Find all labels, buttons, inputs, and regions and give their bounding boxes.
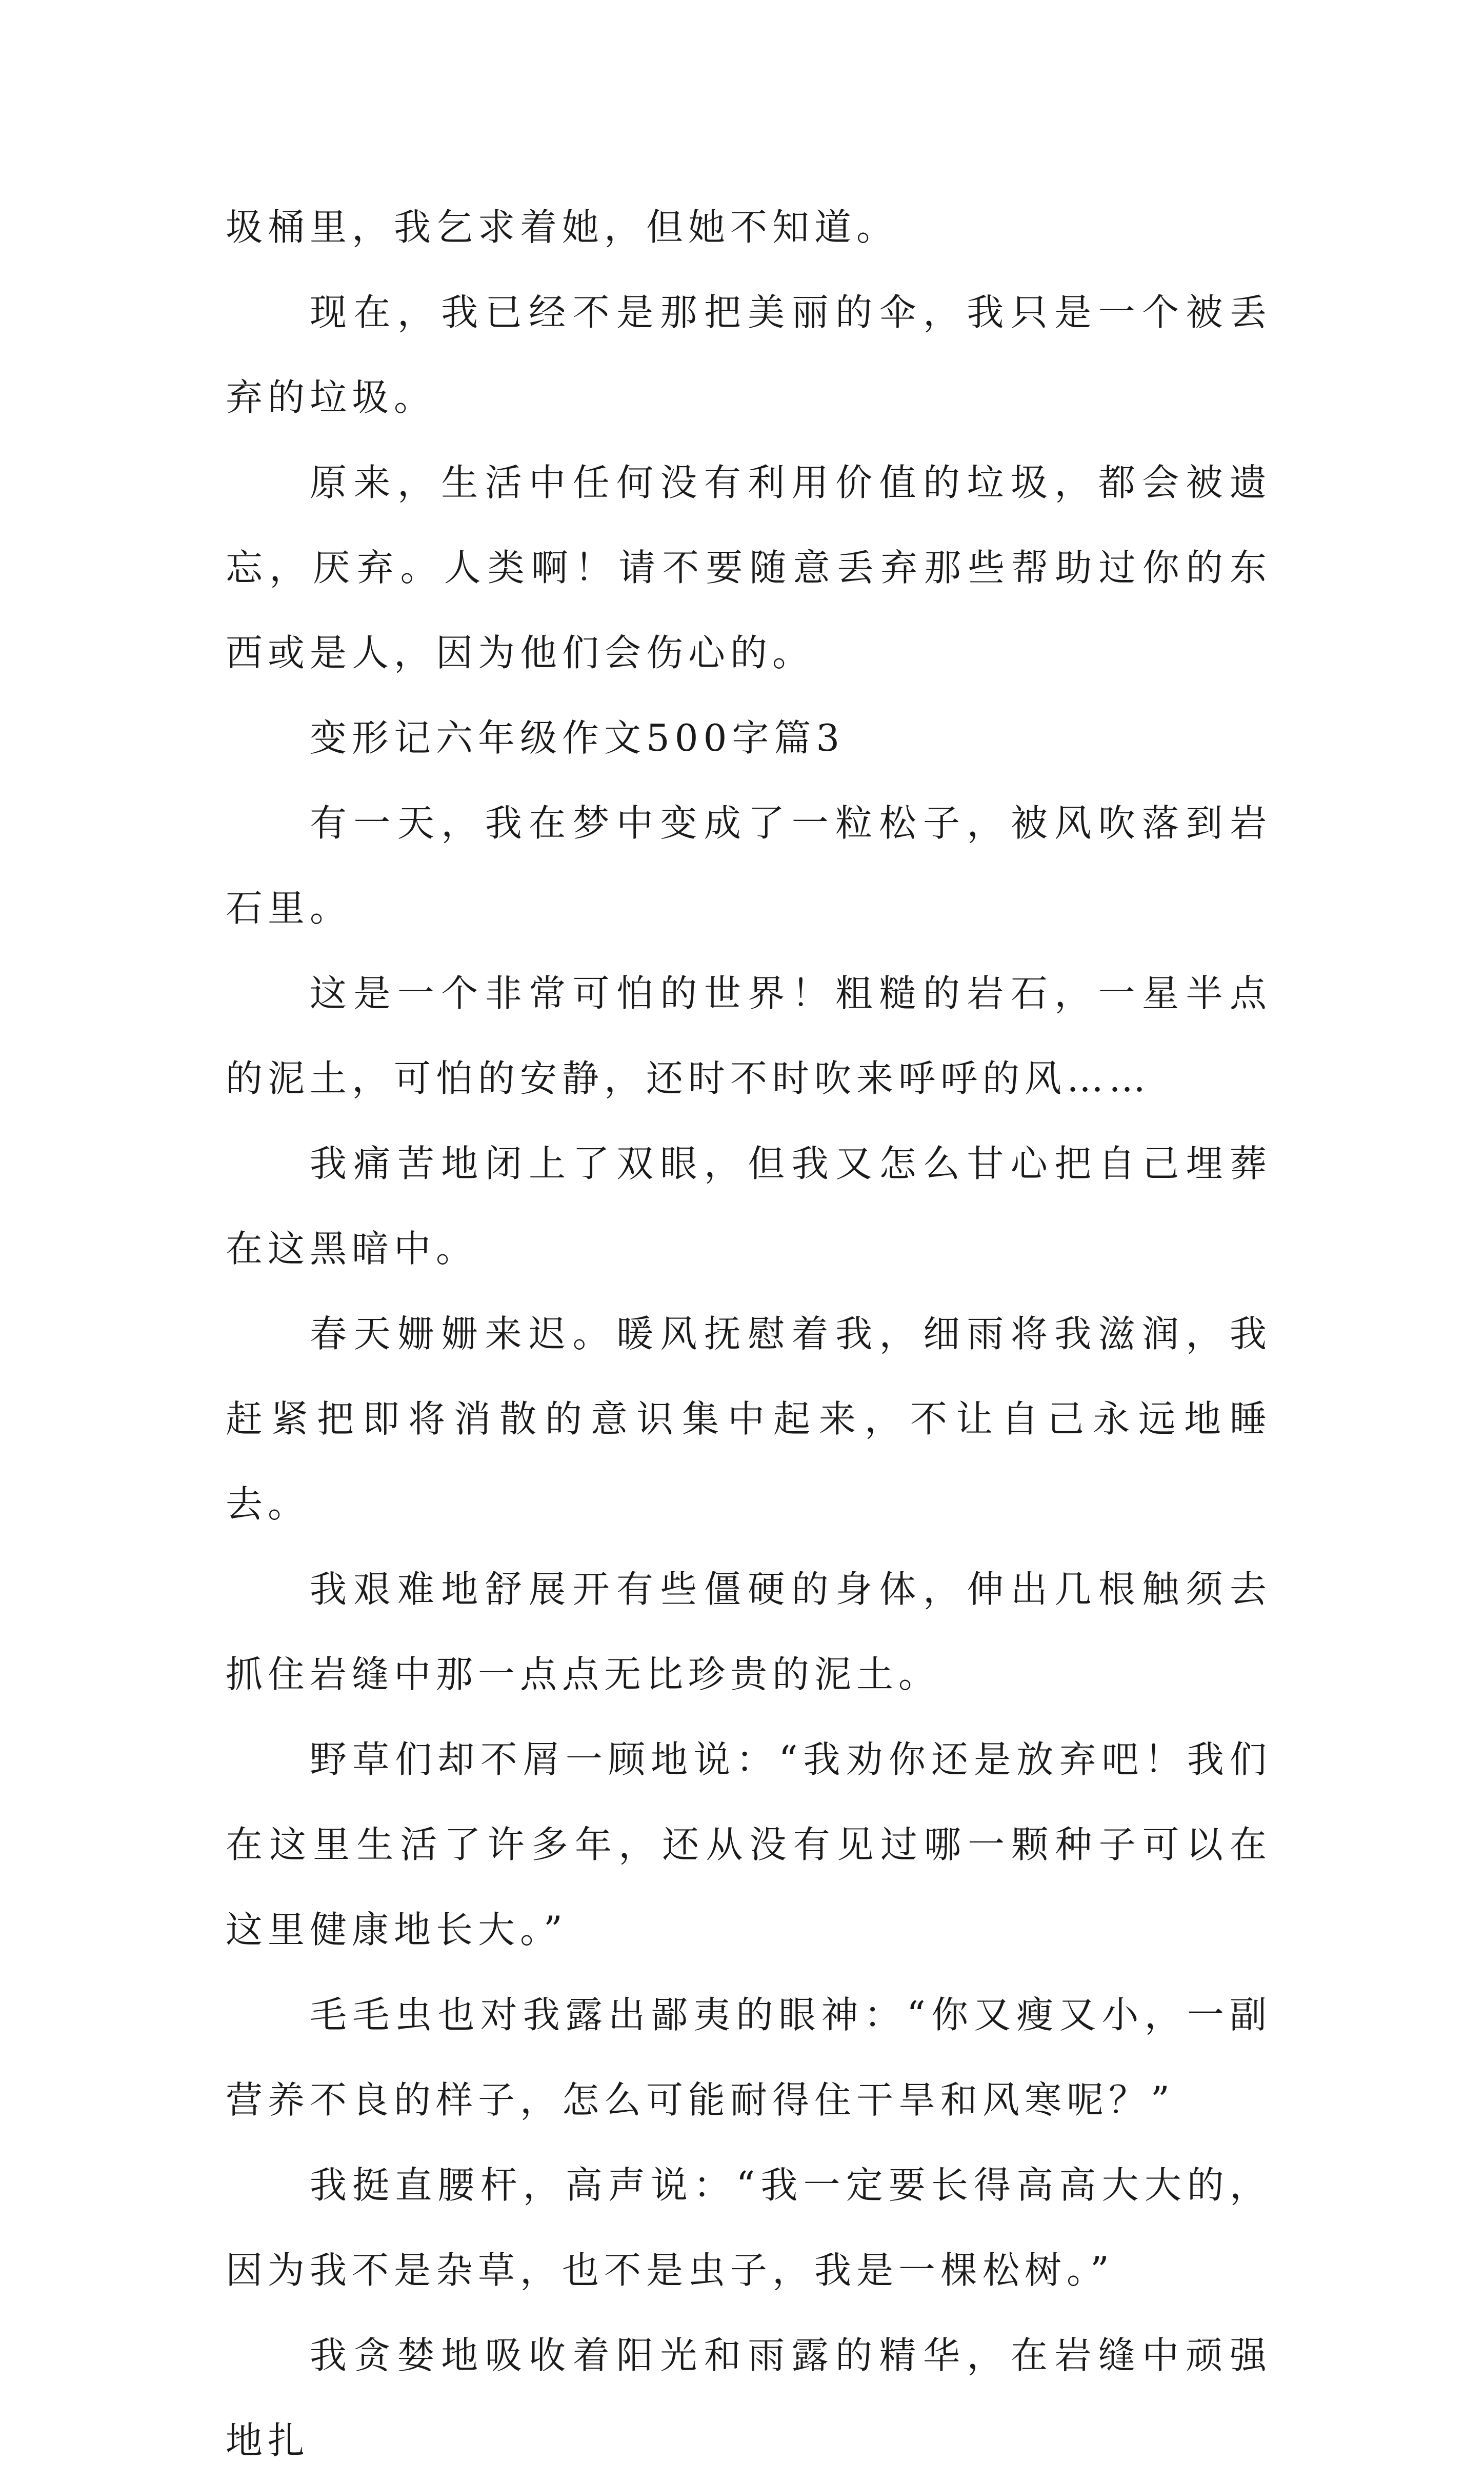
paragraph: 野草们却不屑一顾地说：“我劝你还是放弃吧！我们在这里生活了许多年，还从没有见过哪一颗种子可以在这里健康地长大。” [226, 1738, 1272, 1951]
paragraph: 我贪婪地吸收着阳光和雨露的精华，在岩缝中顽强地扎 [226, 2334, 1272, 2462]
paragraph: 原来，生活中任何没有利用价值的垃圾，都会被遗忘，厌弃。人类啊！请不要随意丢弃那些帮助过你的东西或是人，因为他们会伤心的。 [226, 461, 1272, 674]
paragraph: 我艰难地舒展开有些僵硬的身体，伸出几根触须去抓住岩缝中那一点点无比珍贵的泥土。 [226, 1568, 1272, 1696]
paragraph: 我挺直腰杆，高声说：“我一定要长得高高大大的，因为我不是杂草，也不是虫子，我是一棵松树。” [226, 2164, 1272, 2292]
paragraph: 现在，我已经不是那把美丽的伞，我只是一个被丢弃的垃圾。 [226, 291, 1272, 419]
paragraph: 有一天，我在梦中变成了一粒松子，被风吹落到岩石里。 [226, 802, 1272, 930]
article-body [226, 185, 1272, 2483]
paragraph-continued: 圾桶里，我乞求着她，但她不知道。 [226, 206, 899, 249]
section-heading: 变形记六年级作文500字篇3 [310, 716, 845, 759]
paragraph: 毛毛虫也对我露出鄙夷的眼神：“你又瘦又小，一副营养不良的样子，怎么可能耐得住干旱和风寒呢？” [226, 1993, 1272, 2121]
paragraph: 我痛苦地闭上了双眼，但我又怎么甘心把自己埋葬在这黑暗中。 [226, 1142, 1272, 1270]
paragraph: 这是一个非常可怕的世界！粗糙的岩石，一星半点的泥土，可怕的安静，还时不时吹来呼呼的风…… [226, 972, 1272, 1100]
paragraph: 春天姗姗来迟。暖风抚慰着我，细雨将我滋润，我赶紧把即将消散的意识集中起来，不让自己永远地睡去。 [226, 1312, 1272, 1526]
